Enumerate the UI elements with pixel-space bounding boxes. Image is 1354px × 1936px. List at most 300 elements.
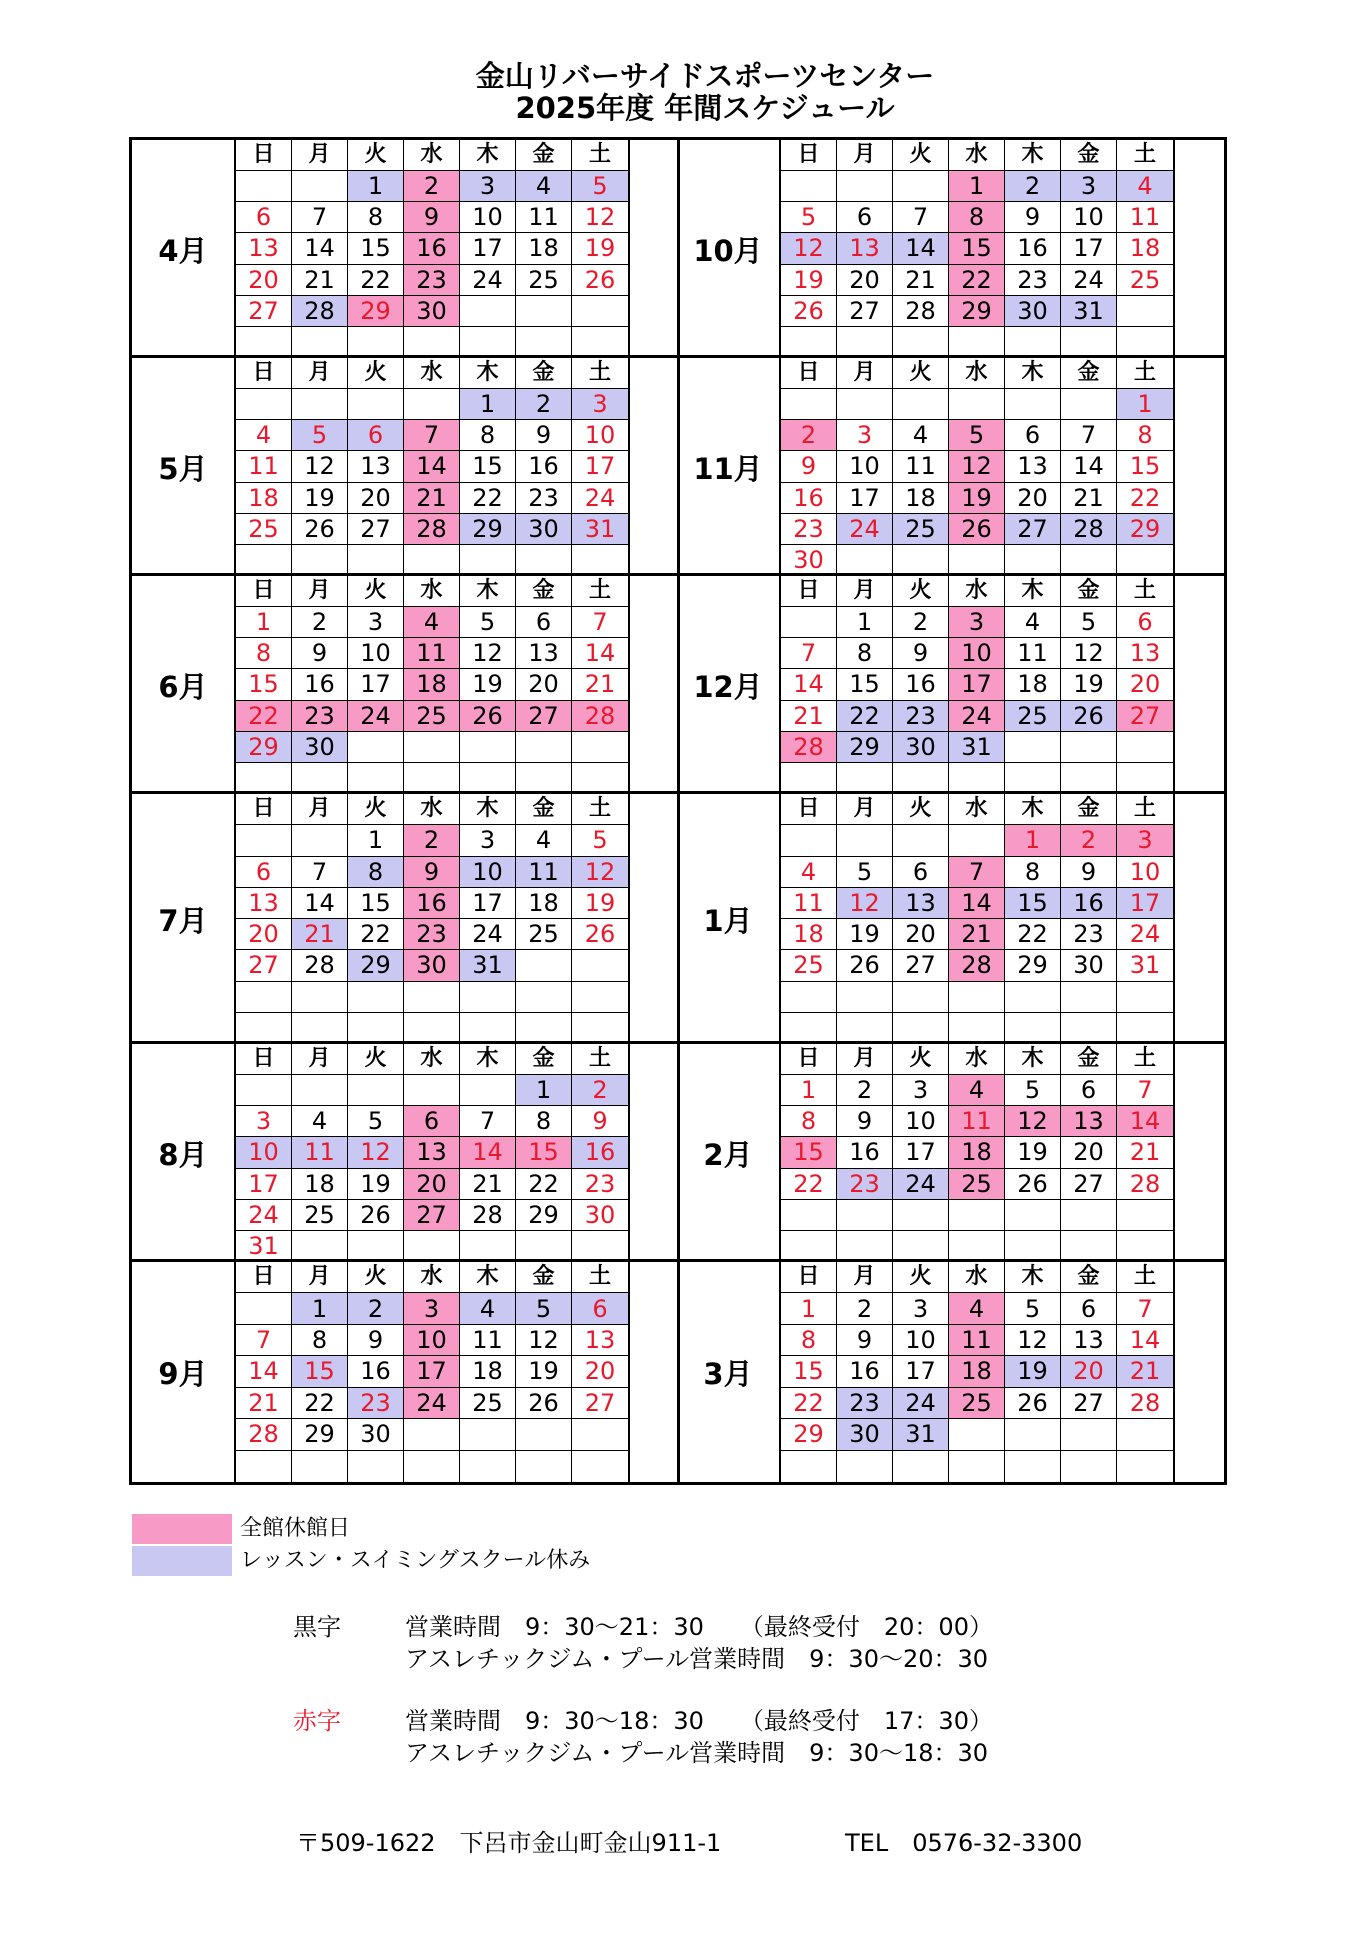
weekday-header	[236, 1044, 628, 1075]
day-cell: 4	[1117, 171, 1173, 201]
day-cell: 19	[781, 265, 837, 295]
empty-cell	[348, 732, 404, 762]
day-cell: 17	[460, 888, 516, 918]
month-block	[677, 355, 1224, 576]
week-row	[781, 1293, 1173, 1324]
day-cell: 3	[1061, 171, 1117, 201]
month-label: 5月	[158, 451, 208, 486]
empty-cell	[781, 763, 837, 794]
day-cell: 13	[584, 1326, 616, 1355]
week-row	[781, 327, 1173, 358]
day-cell: 18	[893, 483, 949, 513]
weekday-label: 日	[781, 576, 837, 606]
weekday-label: 日	[781, 1044, 837, 1074]
week-row	[236, 950, 628, 981]
month-grid	[779, 1044, 1175, 1262]
day-cell: 9	[837, 1106, 893, 1136]
empty-cell	[516, 327, 572, 358]
weekday-label: 火	[348, 576, 404, 606]
day-cell: 16	[404, 233, 460, 263]
day-cell: 23	[292, 701, 348, 731]
day-cell: 19	[584, 888, 616, 917]
weekday-label: 金	[516, 576, 572, 606]
week-row	[781, 1325, 1173, 1356]
empty-cell	[1005, 982, 1061, 1012]
weekday-label: 水	[404, 794, 460, 824]
empty-cell	[1061, 389, 1117, 419]
day-cell: 5	[1005, 1293, 1061, 1323]
week-row	[781, 514, 1173, 545]
day-cell: 12	[837, 888, 893, 918]
day-cell: 30	[1061, 950, 1117, 980]
day-cell: 11	[1129, 203, 1161, 232]
day-cell: 16	[348, 1356, 404, 1386]
day-cell: 6	[516, 607, 572, 637]
week-row	[236, 1419, 628, 1450]
day-cell: 18	[292, 1169, 348, 1199]
day-cell: 28	[1061, 514, 1117, 544]
empty-cell	[404, 1419, 460, 1449]
week-row	[781, 389, 1173, 420]
empty-cell	[1005, 1013, 1061, 1044]
day-cell: 16	[292, 669, 348, 699]
day-cell: 6	[893, 857, 949, 887]
empty-cell	[404, 1013, 460, 1044]
day-cell: 15	[949, 233, 1005, 263]
day-cell: 14	[1117, 1106, 1173, 1136]
day-cell: 22	[348, 919, 404, 949]
empty-cell	[837, 1013, 893, 1044]
empty-cell	[893, 171, 949, 201]
empty-cell	[236, 1293, 292, 1323]
day-cell: 16	[781, 483, 837, 513]
red-hours-line-1: 営業時間 9：30～18：30 （最終受付 17：30）	[405, 1707, 993, 1735]
weekday-label: 金	[1061, 1044, 1117, 1074]
empty-cell	[348, 545, 404, 576]
day-cell: 8	[348, 202, 404, 232]
day-cell: 15	[516, 1137, 572, 1167]
empty-cell	[893, 327, 949, 358]
day-cell: 31	[949, 732, 1005, 762]
day-cell: 25	[516, 919, 572, 949]
weekday-header	[236, 140, 628, 171]
day-cell: 24	[460, 265, 516, 295]
month-block	[677, 1041, 1224, 1262]
empty-cell	[893, 825, 949, 855]
empty-cell	[348, 763, 404, 794]
week-row	[781, 202, 1173, 233]
empty-cell	[292, 1451, 348, 1482]
day-cell: 7	[236, 1325, 292, 1355]
day-cell: 16	[1005, 233, 1061, 263]
empty-cell	[348, 1075, 404, 1105]
day-cell: 21	[1117, 1356, 1173, 1386]
empty-cell	[1061, 327, 1117, 358]
day-cell: 27	[584, 1388, 616, 1417]
empty-cell	[1117, 763, 1173, 794]
weekday-label: 日	[781, 794, 837, 824]
week-row	[236, 607, 628, 638]
day-cell: 9	[1061, 857, 1117, 887]
day-cell: 24	[837, 514, 893, 544]
week-row	[236, 1200, 628, 1231]
month-grid	[234, 794, 630, 1044]
week-row	[781, 1200, 1173, 1231]
day-cell: 1	[1117, 389, 1173, 419]
day-cell: 6	[1005, 420, 1061, 450]
weekday-label: 土	[588, 796, 611, 822]
day-cell: 23	[516, 483, 572, 513]
day-cell: 26	[348, 1200, 404, 1230]
weekday-header	[236, 576, 628, 607]
week-row	[236, 825, 628, 856]
day-cell: 5	[572, 171, 628, 201]
day-cell: 10	[584, 421, 616, 450]
empty-cell	[1117, 1200, 1173, 1230]
weekday-label: 日	[781, 358, 837, 388]
day-cell: 24	[949, 701, 1005, 731]
day-cell: 15	[292, 1356, 348, 1386]
month-block	[132, 573, 677, 794]
empty-cell	[404, 389, 460, 419]
day-cell: 17	[584, 452, 616, 481]
day-cell: 4	[236, 420, 292, 450]
day-cell: 20	[1061, 1356, 1117, 1386]
empty-cell	[516, 1013, 572, 1044]
week-row	[781, 451, 1173, 482]
week-row	[236, 1356, 628, 1387]
day-cell: 11	[781, 888, 837, 918]
day-cell: 7	[292, 202, 348, 232]
empty-cell	[949, 545, 1005, 576]
day-cell: 26	[949, 514, 1005, 544]
day-cell: 6	[1061, 1075, 1117, 1105]
empty-cell	[404, 763, 460, 794]
weekday-label: 水	[404, 140, 460, 170]
weekday-label: 木	[1005, 1044, 1061, 1074]
day-cell: 10	[460, 202, 516, 232]
day-cell: 11	[949, 1106, 1005, 1136]
weekday-label: 月	[837, 140, 893, 170]
day-cell: 9	[404, 857, 460, 887]
day-cell: 24	[404, 1388, 460, 1418]
day-cell: 7	[781, 638, 837, 668]
weekday-label: 火	[893, 140, 949, 170]
day-cell: 4	[404, 607, 460, 637]
day-cell: 10	[236, 1137, 292, 1167]
red-text-label: 赤字	[293, 1707, 341, 1735]
day-cell: 4	[516, 171, 572, 201]
day-cell: 18	[404, 669, 460, 699]
day-cell: 28	[236, 1419, 292, 1449]
day-cell: 11	[516, 202, 572, 232]
weekday-label: 土	[1133, 142, 1156, 168]
day-cell: 2	[572, 1075, 628, 1105]
empty-cell	[404, 732, 460, 762]
day-cell: 1	[236, 607, 292, 637]
day-cell: 13	[236, 233, 292, 263]
day-cell: 18	[236, 483, 292, 513]
weekday-header	[781, 358, 1173, 389]
month-grid	[779, 140, 1175, 358]
weekday-label: 月	[292, 576, 348, 606]
day-cell: 29	[516, 1200, 572, 1230]
month-grid	[779, 1262, 1175, 1482]
day-cell: 30	[348, 1419, 404, 1449]
day-cell: 18	[516, 888, 572, 918]
day-cell: 25	[893, 514, 949, 544]
week-row	[781, 669, 1173, 700]
empty-cell	[893, 982, 949, 1012]
empty-cell	[404, 1231, 460, 1262]
empty-cell	[572, 1231, 628, 1262]
footer-tel: TEL 0576-32-3300	[845, 1829, 1083, 1857]
day-cell: 29	[781, 1419, 837, 1449]
day-cell: 15	[236, 669, 292, 699]
day-cell: 2	[837, 1293, 893, 1323]
day-cell: 27	[1061, 1169, 1117, 1199]
day-cell: 29	[1005, 950, 1061, 980]
empty-cell	[949, 389, 1005, 419]
day-cell: 14	[404, 451, 460, 481]
month-label: 6月	[158, 669, 208, 704]
day-cell: 15	[1129, 452, 1161, 481]
day-cell: 18	[949, 1137, 1005, 1167]
day-cell: 8	[236, 638, 292, 668]
empty-cell	[460, 1419, 516, 1449]
day-cell: 15	[781, 1356, 837, 1386]
weekday-label: 土	[1133, 1046, 1156, 1072]
empty-cell	[949, 1231, 1005, 1262]
weekday-label: 水	[949, 1044, 1005, 1074]
day-cell: 24	[460, 919, 516, 949]
day-cell: 14	[1061, 451, 1117, 481]
empty-cell	[516, 1419, 572, 1449]
month-label: 9月	[158, 1356, 208, 1391]
day-cell: 5	[292, 420, 348, 450]
day-cell: 19	[516, 1356, 572, 1386]
day-cell: 19	[949, 483, 1005, 513]
week-row	[236, 701, 628, 732]
empty-cell	[781, 389, 837, 419]
empty-cell	[1005, 1419, 1061, 1449]
weekday-label: 水	[404, 1044, 460, 1074]
empty-cell	[292, 1013, 348, 1044]
day-cell: 23	[404, 265, 460, 295]
day-cell: 11	[893, 451, 949, 481]
empty-cell	[236, 327, 292, 358]
day-cell: 28	[572, 701, 628, 731]
legend-lesson-label: レッスン・スイミングスクール休み	[240, 1548, 591, 1573]
day-cell: 9	[292, 638, 348, 668]
day-cell: 9	[516, 420, 572, 450]
week-row	[236, 1388, 628, 1419]
day-cell: 30	[781, 545, 837, 576]
week-row	[236, 888, 628, 919]
day-cell: 22	[236, 701, 292, 731]
week-row	[236, 669, 628, 700]
day-cell: 9	[837, 1325, 893, 1355]
weekday-header	[781, 576, 1173, 607]
month-block	[132, 1259, 677, 1482]
weekday-label: 月	[837, 1262, 893, 1292]
day-cell: 31	[236, 1231, 292, 1262]
day-cell: 11	[949, 1325, 1005, 1355]
empty-cell	[516, 296, 572, 326]
day-cell: 21	[236, 1388, 292, 1418]
day-cell: 10	[1061, 202, 1117, 232]
day-cell: 29	[837, 732, 893, 762]
day-cell: 10	[404, 1325, 460, 1355]
empty-cell	[1005, 545, 1061, 576]
weekday-label: 火	[348, 358, 404, 388]
empty-cell	[516, 982, 572, 1012]
day-cell: 9	[1005, 202, 1061, 232]
week-row	[236, 171, 628, 202]
week-row	[781, 888, 1173, 919]
day-cell: 19	[460, 669, 516, 699]
week-row	[781, 265, 1173, 296]
empty-cell	[837, 327, 893, 358]
empty-cell	[572, 1013, 628, 1044]
day-cell: 4	[949, 1075, 1005, 1105]
weekday-label: 土	[1133, 578, 1156, 604]
day-cell: 1	[1005, 825, 1061, 855]
day-cell: 26	[781, 296, 837, 326]
weekday-label: 火	[348, 794, 404, 824]
weekday-label: 月	[292, 1262, 348, 1292]
day-cell: 17	[404, 1356, 460, 1386]
day-cell: 10	[893, 1106, 949, 1136]
empty-cell	[837, 1231, 893, 1262]
week-row	[781, 1388, 1173, 1419]
day-cell: 27	[1005, 514, 1061, 544]
weekday-label: 日	[236, 1262, 292, 1292]
day-cell: 12	[348, 1137, 404, 1167]
day-cell: 12	[584, 203, 616, 232]
empty-cell	[1117, 982, 1173, 1012]
day-cell: 15	[348, 233, 404, 263]
day-cell: 19	[1005, 1137, 1061, 1167]
day-cell: 19	[1005, 1356, 1061, 1386]
empty-cell	[348, 1013, 404, 1044]
day-cell: 24	[1061, 265, 1117, 295]
empty-cell	[236, 825, 292, 855]
weekday-label: 土	[588, 578, 611, 604]
empty-cell	[516, 732, 572, 762]
day-cell: 27	[404, 1200, 460, 1230]
day-cell: 19	[348, 1169, 404, 1199]
weekday-label: 日	[236, 794, 292, 824]
day-cell: 10	[893, 1325, 949, 1355]
empty-cell	[236, 1451, 292, 1482]
day-cell: 10	[460, 857, 516, 887]
weekday-label: 月	[292, 140, 348, 170]
day-cell: 29	[1117, 514, 1173, 544]
empty-cell	[949, 1419, 1005, 1449]
day-cell: 20	[1061, 1137, 1117, 1167]
day-cell: 24	[893, 1169, 949, 1199]
day-cell: 3	[348, 607, 404, 637]
day-cell: 15	[460, 451, 516, 481]
month-block	[677, 573, 1224, 794]
day-cell: 9	[893, 638, 949, 668]
week-row	[236, 483, 628, 514]
weekday-label: 月	[292, 358, 348, 388]
day-cell: 25	[1005, 701, 1061, 731]
day-cell: 27	[893, 950, 949, 980]
day-cell: 11	[516, 857, 572, 887]
week-row	[236, 763, 628, 794]
day-cell: 20	[348, 483, 404, 513]
week-row	[781, 1169, 1173, 1200]
weekday-label: 金	[1061, 358, 1117, 388]
month-block	[677, 791, 1224, 1044]
weekday-label: 木	[1005, 794, 1061, 824]
day-cell: 23	[781, 514, 837, 544]
day-cell: 4	[893, 420, 949, 450]
day-cell: 20	[236, 919, 292, 949]
month-label: 7月	[158, 903, 208, 938]
empty-cell	[460, 1231, 516, 1262]
month-label: 11月	[693, 451, 763, 486]
weekday-label: 金	[516, 1044, 572, 1074]
month-label: 2月	[703, 1137, 753, 1172]
day-cell: 14	[292, 888, 348, 918]
weekday-label: 金	[516, 794, 572, 824]
day-cell: 13	[837, 233, 893, 263]
day-cell: 17	[460, 233, 516, 263]
day-cell: 5	[348, 1106, 404, 1136]
day-cell: 25	[781, 950, 837, 980]
empty-cell	[460, 1451, 516, 1482]
day-cell: 5	[516, 1293, 572, 1323]
day-cell: 30	[404, 950, 460, 980]
empty-cell	[1117, 1013, 1173, 1044]
empty-cell	[781, 1451, 837, 1482]
day-cell: 19	[837, 919, 893, 949]
day-cell: 23	[348, 1388, 404, 1418]
empty-cell	[572, 982, 628, 1012]
week-row	[781, 950, 1173, 981]
empty-cell	[1061, 763, 1117, 794]
day-cell: 23	[584, 1169, 616, 1198]
empty-cell	[292, 171, 348, 201]
day-cell: 21	[584, 670, 616, 699]
week-row	[781, 1075, 1173, 1106]
day-cell: 7	[1137, 1294, 1153, 1323]
weekday-label: 木	[1005, 576, 1061, 606]
weekday-label: 金	[516, 358, 572, 388]
day-cell: 26	[1005, 1388, 1061, 1418]
empty-cell	[348, 1451, 404, 1482]
day-cell: 21	[404, 483, 460, 513]
weekday-header	[781, 1044, 1173, 1075]
empty-cell	[949, 825, 1005, 855]
day-cell: 28	[949, 950, 1005, 980]
day-cell: 21	[781, 701, 837, 731]
day-cell: 21	[893, 265, 949, 295]
annual-calendar	[129, 137, 1227, 1485]
week-row	[781, 919, 1173, 950]
day-cell: 20	[236, 265, 292, 295]
day-cell: 1	[781, 1075, 837, 1105]
day-cell: 2	[404, 171, 460, 201]
day-cell: 25	[1129, 265, 1161, 294]
day-cell: 13	[1061, 1325, 1117, 1355]
day-cell: 30	[893, 732, 949, 762]
day-cell: 6	[236, 857, 292, 887]
